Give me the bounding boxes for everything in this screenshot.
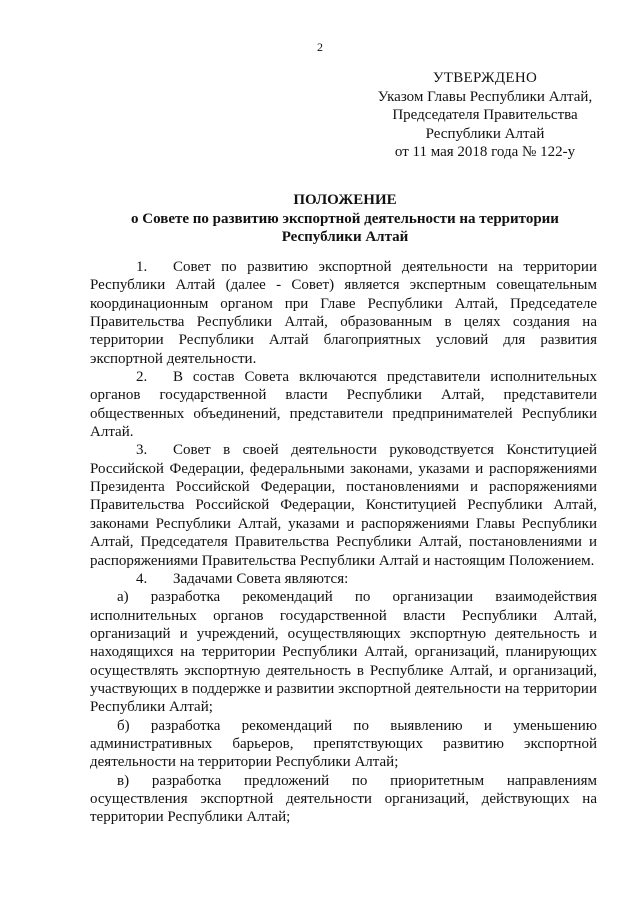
document-subtitle-line2: Республики Алтай <box>281 229 409 245</box>
approval-title: УТВЕРЖДЕНО <box>432 70 538 86</box>
paragraph-2 <box>90 368 597 441</box>
subitem-c: в) разработка предложений по приоритетным направлениям осуществления экспортной деятельности организаций, действующих на территории Республики Алтай; <box>90 772 597 826</box>
approval-date-line: от 11 мая 2018 года № 122-у <box>394 144 576 160</box>
paragraph-text: В состав Совета включаются представители исполнительных органов государственной власти Республики Алтай, представители общественных объединений, представители предпринимателей Республики Алтай. <box>90 369 597 441</box>
paragraph-number: 4. <box>136 570 148 587</box>
paragraph-number: 1. <box>136 259 148 275</box>
approval-stamp <box>360 69 610 162</box>
page-number: 2 <box>317 40 323 54</box>
paragraph-text: Совет по развитию экспортной деятельности на территории Республики Алтай (далее - Совет) является экспертным совещательным координационным органом при Главе Республики Алтай, Председателе Правительства Республики Алтай, образованным в целях создания на территории Республики Алтай благоприятных условий для развития экспортной деятельности. <box>90 259 597 367</box>
document-body <box>90 258 597 827</box>
paragraph-4 <box>90 570 597 588</box>
paragraph-number: 3. <box>136 442 148 459</box>
document-subtitle-line1: о Совете по развитию экспортной деятельности на территории <box>131 210 559 227</box>
paragraph-number: 2. <box>136 369 148 386</box>
approval-decree-line: Указом Главы Республики Алтай, <box>377 88 593 105</box>
approval-region-line: Республики Алтай <box>425 125 545 142</box>
approval-position-line: Председателя Правительства <box>392 107 578 123</box>
paragraph-text: Совет в своей деятельности руководствуется Конституцией Российской Федерации, федеральными законами, указами и распоряжениями Президента Российской Федерации, постановлениями и распоряжениями Правительства Российской Федерации, Конституцией Республики Алтай, законами Республики Алтай, указами и распоряжениями Главы Республики Алтай, Председателя Правительства Республики Алтай, постановлениями и распоряжениями Правительства Республики Алтай и настоящим Положением. <box>90 442 597 569</box>
paragraph-3 <box>90 441 597 569</box>
subitem-b: б) разработка рекомендаций по выявлению и уменьшению административных барьеров, препятствующих развитию экспортной деятельности на территории Республики Алтай; <box>90 717 597 771</box>
paragraph-text: Задачами Совета являются: <box>173 570 349 587</box>
document-heading <box>90 191 600 247</box>
paragraph-1 <box>90 258 597 368</box>
document-title: ПОЛОЖЕНИЕ <box>293 192 397 208</box>
subitem-a: а) разработка рекомендаций по организации взаимодействия исполнительных органов государственной власти Республики Алтай, организаций и учреждений, осуществляющих экспортную деятельность и находящихся на территории Республики Алтай, организаций, планирующих осуществлять экспортную деятельность в Республике Алтай, и организаций, участвующих в поддержке и развитии экспортной деятельности на территории Республики Алтай; <box>90 589 597 716</box>
